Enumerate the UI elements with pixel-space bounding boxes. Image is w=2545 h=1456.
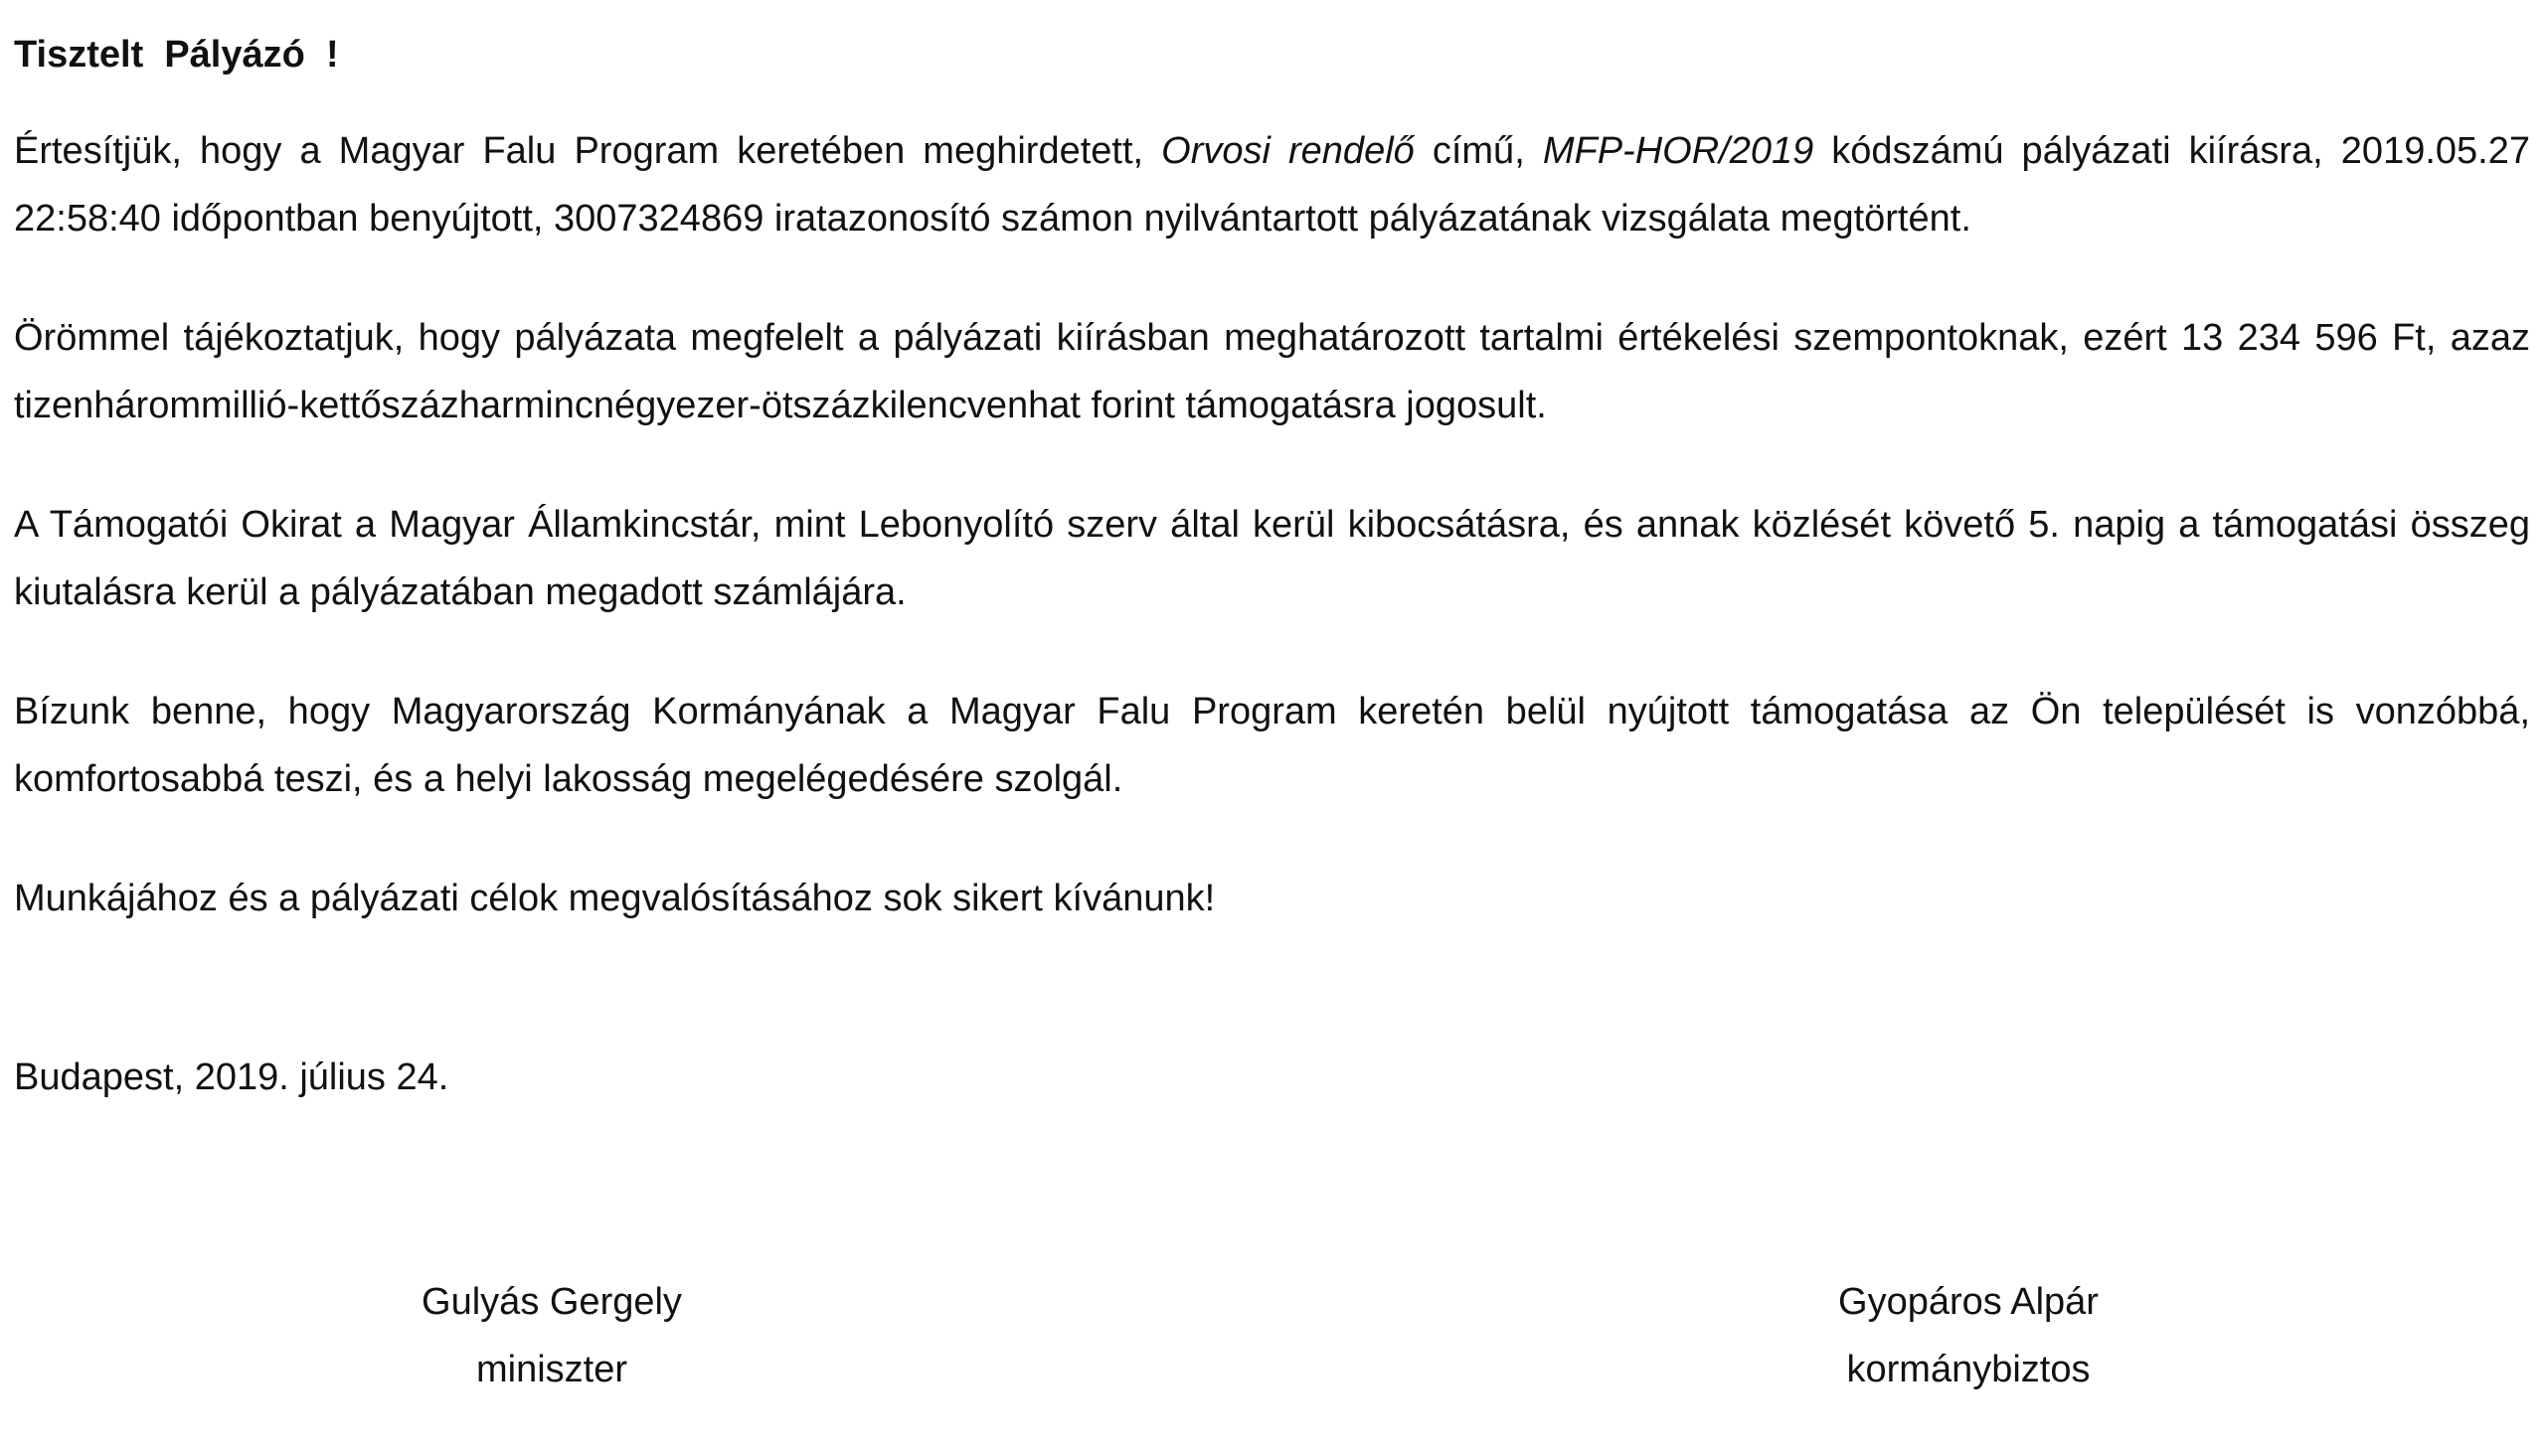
signature-block [0, 1268, 2545, 1407]
signatory-name: Gulyás Gergely [422, 1281, 682, 1323]
call-code: MFP-HOR/2019 [1542, 130, 1814, 172]
signatory-title: miniszter [475, 1349, 628, 1390]
paragraph-notification [14, 117, 2530, 252]
call-title: Orvosi rendelő [1161, 130, 1415, 172]
paragraph-hope: Bízunk benne, hogy Magyarország Kormányának a Magyar Falu Program keretén belül nyújtott támogatása az Ön települését is vonzóbbá, komfortosabbá teszi, és a helyi lakosság megelégedésére szolgál. [14, 691, 2530, 800]
paragraph-notification-part-c: kódszámú pályázati kiírásra, 2019.05.27 22:58:40 időpontban benyújtott, 3007324869 iratazonosító számon nyilvántartott pályázatának vizsgálata megtörtént. [14, 130, 2530, 240]
signatory-name: Gyopáros Alpár [1838, 1281, 2099, 1323]
paragraph-grant-document: A Támogatói Okirat a Magyar Államkincstár, mint Lebonyolító szerv által kerül kibocsátásra, és annak közlését követő 5. napig a támogatási összeg kiutalásra kerül a pályázatában megadott számlájára. [14, 504, 2530, 613]
salutation: Tisztelt Pályázó ! [14, 34, 339, 76]
signature-commissioner [1710, 1268, 2227, 1403]
paragraph-closing: Munkájához és a pályázati célok megvalósításához sok sikert kívánunk! [14, 878, 1216, 919]
paragraph-grant-amount: Örömmel tájékoztatjuk, hogy pályázata megfelelt a pályázati kiírásban meghatározott tartalmi értékelési szempontoknak, ezért 13 234 596 Ft, azaz tizenhárommillió-kettőszázharmincnégyezer-ötszázkilencvenhat forint támogatásra jogosult. [14, 317, 2530, 426]
paragraph-notification-part-a: Értesítjük, hogy a Magyar Falu Program keretében meghirdetett, [14, 130, 1162, 172]
signature-minister [293, 1268, 810, 1403]
paragraph-notification-part-b: című, [1414, 130, 1543, 172]
signatory-title: kormánybiztos [1846, 1349, 2091, 1390]
place-and-date: Budapest, 2019. július 24. [14, 1056, 449, 1098]
